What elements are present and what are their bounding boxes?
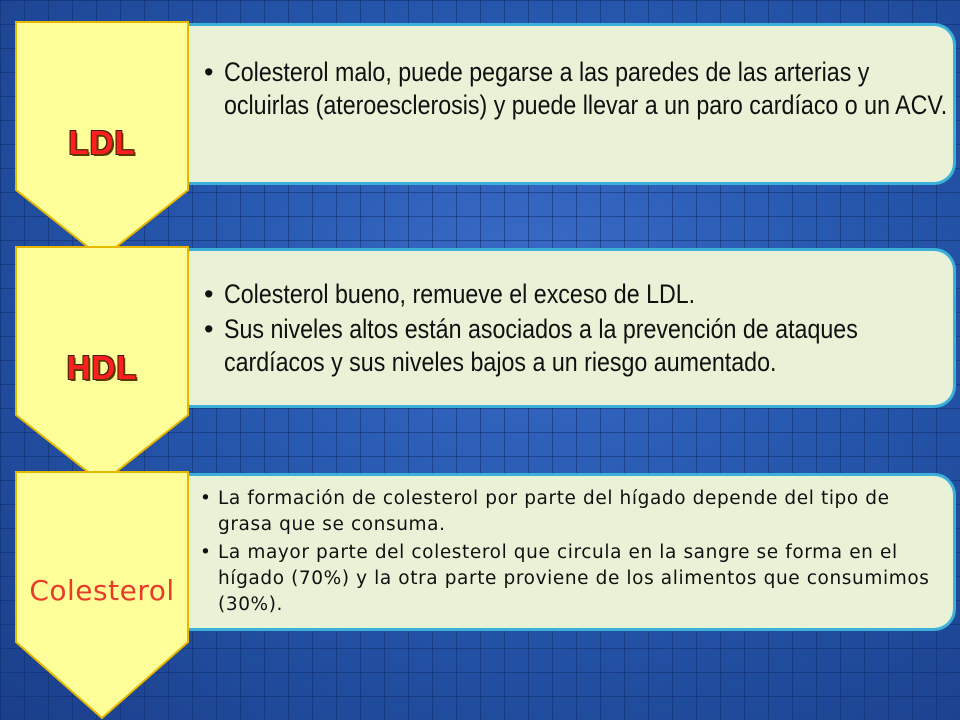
colesterol-bullet-list — [186, 476, 953, 618]
hdl-bullet-1-text: Colesterol bueno, remueve el exceso de LDL. — [224, 279, 696, 309]
ldl-label: LDL — [68, 124, 136, 161]
hdl-chevron — [14, 245, 190, 485]
hdl-description-box — [186, 248, 956, 408]
hdl-bullet-2 — [204, 313, 953, 379]
row-ldl — [0, 20, 960, 270]
bullet-icon: • — [204, 279, 214, 309]
bullet-icon: • — [200, 488, 212, 509]
colesterol-chevron — [14, 470, 190, 710]
row-hdl — [0, 245, 960, 495]
ldl-bullet-1 — [204, 56, 953, 122]
colesterol-label: Colesterol — [29, 574, 175, 607]
row-colesterol — [0, 470, 960, 720]
bullet-icon: • — [200, 542, 212, 563]
bullet-icon: • — [204, 314, 214, 344]
colesterol-bullet-2-text: La mayor parte del colesterol que circula en la sangre se forma en el hígado (70%) y la otra parte proviene de los alimentos que consumimos (30%). — [218, 542, 930, 615]
ldl-bullet-1-text: Colesterol malo, puede pegarse a las paredes de las arterias y ocluirlas (ateroesclerosis) y puede llevar a un paro cardíaco o un ACV. — [224, 57, 948, 120]
hdl-bullet-2-text: Sus niveles altos están asociados a la prevención de ataques cardíacos y sus niveles bajos a un riesgo aumentado. — [224, 314, 858, 377]
colesterol-bullet-2 — [200, 540, 939, 618]
hdl-bullet-1 — [204, 278, 953, 311]
colesterol-bullet-1 — [200, 486, 939, 538]
ldl-description-box — [186, 23, 956, 185]
colesterol-bullet-1-text: La formación de colesterol por parte del hígado depende del tipo de grasa que se consuma. — [218, 488, 890, 535]
colesterol-description-box — [186, 473, 956, 631]
ldl-chevron — [14, 20, 190, 260]
ldl-bullet-list — [186, 26, 953, 122]
hdl-bullet-list — [186, 251, 953, 379]
bullet-icon: • — [204, 57, 214, 87]
hdl-label: HDL — [66, 349, 138, 386]
